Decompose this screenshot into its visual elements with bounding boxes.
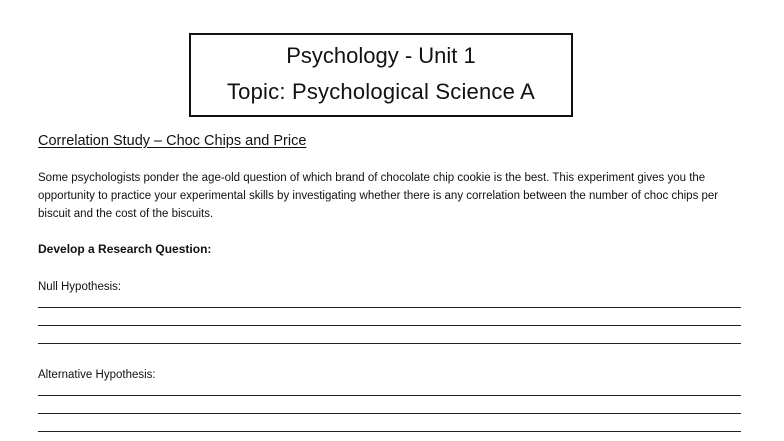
null-hypothesis-label: Null Hypothesis: <box>38 281 122 293</box>
alternative-hypothesis-line-1[interactable] <box>38 395 741 396</box>
intro-paragraph: Some psychologists ponder the age-old question of which brand of chocolate chip cookie is the best. This experiment gives you the opportunity to practice your experimental skills by investigating whether there is any correlation between the number of choc chips per biscuit and the cost of the biscuits. <box>38 172 719 220</box>
page-title: Psychology - Unit 1 <box>286 43 476 68</box>
research-question-label: Develop a Research Question: <box>38 242 212 256</box>
alternative-hypothesis-line-3[interactable] <box>38 431 741 432</box>
alternative-hypothesis-label: Alternative Hypothesis: <box>38 369 156 381</box>
title-box <box>189 33 573 117</box>
alternative-hypothesis-line-2[interactable] <box>38 413 741 414</box>
page-subtitle: Topic: Psychological Science A <box>226 79 536 104</box>
section-heading: Correlation Study – Choc Chips and Price <box>38 133 307 149</box>
null-hypothesis-line-1[interactable] <box>38 307 741 308</box>
null-hypothesis-line-3[interactable] <box>38 343 741 344</box>
null-hypothesis-line-2[interactable] <box>38 325 741 326</box>
